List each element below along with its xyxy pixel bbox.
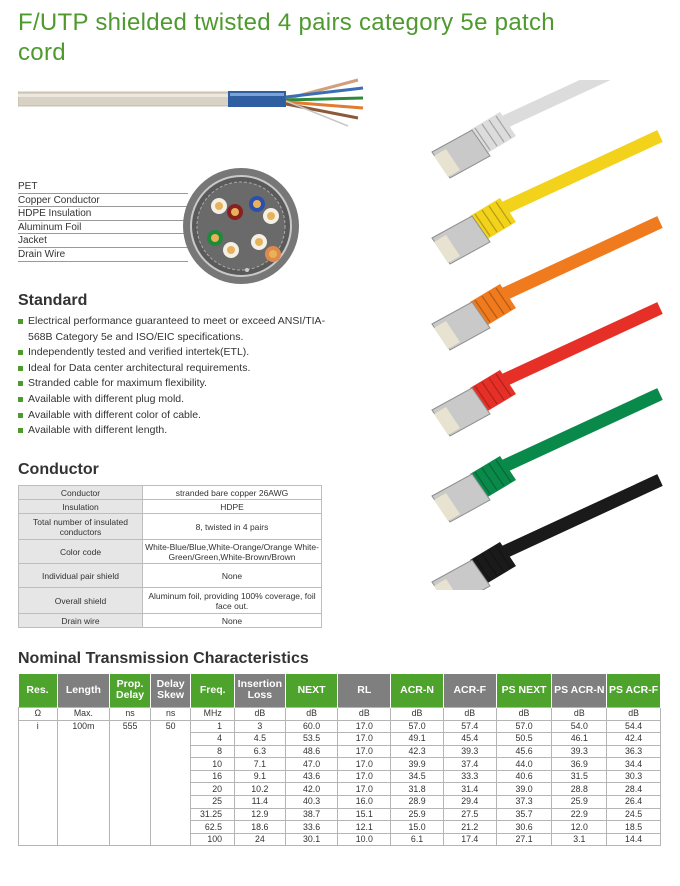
freq-cell: 25 bbox=[191, 796, 235, 809]
conductor-heading: Conductor bbox=[18, 461, 99, 478]
value-cell: 27.1 bbox=[496, 833, 552, 846]
value-cell: 27.5 bbox=[443, 808, 496, 821]
row-value: 8, twisted in 4 pairs bbox=[143, 514, 322, 540]
value-cell: 31.5 bbox=[552, 770, 607, 783]
value-cell: 43.6 bbox=[285, 770, 338, 783]
freq-cell: 4 bbox=[191, 733, 235, 746]
table-header-row bbox=[19, 674, 661, 707]
value-cell: 39.9 bbox=[391, 758, 444, 771]
value-cell: 28.9 bbox=[391, 796, 444, 809]
table-row bbox=[19, 564, 322, 588]
col-header-rl: RL bbox=[338, 674, 391, 707]
unit-cell: dB bbox=[607, 707, 661, 720]
value-cell: 7.1 bbox=[235, 758, 286, 771]
label-copper-conductor: Copper Conductor bbox=[18, 194, 188, 208]
value-cell: 10.2 bbox=[235, 783, 286, 796]
value-cell: 15.0 bbox=[391, 821, 444, 834]
col-header-insertion-loss: Insertion Loss bbox=[235, 674, 286, 707]
row-key: Conductor bbox=[19, 486, 143, 500]
value-cell: 40.6 bbox=[496, 770, 552, 783]
list-item: Available with different length. bbox=[18, 423, 348, 439]
value-cell: 39.0 bbox=[496, 783, 552, 796]
value-cell: 42.3 bbox=[391, 745, 444, 758]
col-header-next: NEXT bbox=[285, 674, 338, 707]
unit-cell: ns bbox=[110, 707, 151, 720]
col-header-res: Res. bbox=[19, 674, 58, 707]
value-cell: 25.9 bbox=[391, 808, 444, 821]
freq-cell: 8 bbox=[191, 745, 235, 758]
col-header-ps-next: PS NEXT bbox=[496, 674, 552, 707]
value-cell: 57.0 bbox=[391, 720, 444, 733]
unit-cell: ns bbox=[150, 707, 191, 720]
row-key: Individual pair shield bbox=[19, 564, 143, 588]
freq-cell: 16 bbox=[191, 770, 235, 783]
value-cell: 54.4 bbox=[607, 720, 661, 733]
res-cell: i bbox=[19, 720, 58, 846]
value-cell: 30.6 bbox=[496, 821, 552, 834]
freq-cell: 10 bbox=[191, 758, 235, 771]
value-cell: 21.2 bbox=[443, 821, 496, 834]
value-cell: 33.6 bbox=[285, 821, 338, 834]
value-cell: 38.7 bbox=[285, 808, 338, 821]
table-row bbox=[19, 720, 661, 733]
value-cell: 48.6 bbox=[285, 745, 338, 758]
freq-cell: 100 bbox=[191, 833, 235, 846]
value-cell: 6.3 bbox=[235, 745, 286, 758]
value-cell: 54.0 bbox=[552, 720, 607, 733]
page-title: F/UTP shielded twisted 4 pairs category 5e patch cord bbox=[18, 9, 555, 66]
cable-cross-section bbox=[175, 166, 305, 286]
row-value: Aluminum foil, providing 100% coverage, foil face out. bbox=[143, 588, 322, 614]
value-cell: 35.7 bbox=[496, 808, 552, 821]
freq-cell: 62.5 bbox=[191, 821, 235, 834]
value-cell: 25.9 bbox=[552, 796, 607, 809]
list-item: Electrical performance guaranteed to meet or exceed ANSI/TIA-568B Category 5e and ISO/EIC specifications. bbox=[18, 314, 348, 345]
list-item: Independently tested and verified intertek(ETL). bbox=[18, 345, 348, 361]
freq-cell: 20 bbox=[191, 783, 235, 796]
unit-cell: dB bbox=[338, 707, 391, 720]
value-cell: 29.4 bbox=[443, 796, 496, 809]
value-cell: 24 bbox=[235, 833, 286, 846]
units-row bbox=[19, 707, 661, 720]
transmission-heading: Nominal Transmission Characteristics bbox=[18, 650, 309, 667]
row-key: Total number of insulated conductors bbox=[19, 514, 143, 540]
cable-illustration bbox=[18, 74, 368, 134]
value-cell: 28.8 bbox=[552, 783, 607, 796]
value-cell: 36.9 bbox=[552, 758, 607, 771]
patch-cord bbox=[432, 80, 660, 178]
cord-cable bbox=[500, 222, 660, 296]
label-aluminum-foil: Aluminum Foil bbox=[18, 221, 188, 235]
value-cell: 49.1 bbox=[391, 733, 444, 746]
cord-cable bbox=[500, 80, 660, 124]
value-cell: 34.5 bbox=[391, 770, 444, 783]
value-cell: 17.0 bbox=[338, 758, 391, 771]
unit-cell: dB bbox=[285, 707, 338, 720]
row-key: Color code bbox=[19, 540, 143, 564]
list-item: Ideal for Data center architectural requirements. bbox=[18, 361, 348, 377]
value-cell: 60.0 bbox=[285, 720, 338, 733]
value-cell: 3.1 bbox=[552, 833, 607, 846]
transmission-table bbox=[18, 674, 661, 846]
cord-cable bbox=[500, 136, 660, 210]
value-cell: 40.3 bbox=[285, 796, 338, 809]
unit-cell: Max. bbox=[57, 707, 110, 720]
value-cell: 15.1 bbox=[338, 808, 391, 821]
value-cell: 6.1 bbox=[391, 833, 444, 846]
row-key: Drain wire bbox=[19, 614, 143, 628]
value-cell: 26.4 bbox=[607, 796, 661, 809]
value-cell: 31.8 bbox=[391, 783, 444, 796]
freq-cell: 31.25 bbox=[191, 808, 235, 821]
value-cell: 9.1 bbox=[235, 770, 286, 783]
table-row bbox=[19, 514, 322, 540]
value-cell: 34.4 bbox=[607, 758, 661, 771]
patch-cords-illustration bbox=[420, 80, 665, 590]
value-cell: 17.0 bbox=[338, 770, 391, 783]
value-cell: 39.3 bbox=[552, 745, 607, 758]
table-row bbox=[19, 614, 322, 628]
unit-cell: MHz bbox=[191, 707, 235, 720]
value-cell: 17.0 bbox=[338, 783, 391, 796]
col-header-delay-skew: Delay Skew bbox=[150, 674, 191, 707]
value-cell: 53.5 bbox=[285, 733, 338, 746]
value-cell: 46.1 bbox=[552, 733, 607, 746]
row-key: Overall shield bbox=[19, 588, 143, 614]
value-cell: 45.6 bbox=[496, 745, 552, 758]
value-cell: 22.9 bbox=[552, 808, 607, 821]
col-header-length: Length bbox=[57, 674, 110, 707]
list-item: Stranded cable for maximum flexibility. bbox=[18, 376, 348, 392]
value-cell: 30.3 bbox=[607, 770, 661, 783]
value-cell: 11.4 bbox=[235, 796, 286, 809]
value-cell: 42.0 bbox=[285, 783, 338, 796]
value-cell: 57.0 bbox=[496, 720, 552, 733]
value-cell: 16.0 bbox=[338, 796, 391, 809]
length-cell: 100m bbox=[57, 720, 110, 846]
cord-cable bbox=[500, 308, 660, 382]
label-drain-wire: Drain Wire bbox=[18, 248, 188, 262]
standard-heading: Standard bbox=[18, 292, 88, 309]
col-header-acr-f: ACR-F bbox=[443, 674, 496, 707]
value-cell: 30.1 bbox=[285, 833, 338, 846]
row-value: White-Blue/Blue,White-Orange/Orange White-Green/Green,White-Brown/Brown bbox=[143, 540, 322, 564]
col-header-freq: Freq. bbox=[191, 674, 235, 707]
label-jacket: Jacket bbox=[18, 234, 188, 248]
unit-cell: dB bbox=[391, 707, 444, 720]
row-value: None bbox=[143, 614, 322, 628]
unit-cell: dB bbox=[443, 707, 496, 720]
col-header-acr-n: ACR-N bbox=[391, 674, 444, 707]
table-row bbox=[19, 500, 322, 514]
unit-cell: dB bbox=[496, 707, 552, 720]
value-cell: 12.1 bbox=[338, 821, 391, 834]
conductor-table bbox=[18, 485, 322, 628]
value-cell: 12.9 bbox=[235, 808, 286, 821]
value-cell: 17.0 bbox=[338, 745, 391, 758]
row-key: Insulation bbox=[19, 500, 143, 514]
value-cell: 18.6 bbox=[235, 821, 286, 834]
value-cell: 42.4 bbox=[607, 733, 661, 746]
row-value: None bbox=[143, 564, 322, 588]
cross-section-labels bbox=[18, 180, 188, 262]
list-item: Available with different color of cable. bbox=[18, 408, 348, 424]
value-cell: 4.5 bbox=[235, 733, 286, 746]
unit-cell: dB bbox=[235, 707, 286, 720]
table-row bbox=[19, 588, 322, 614]
value-cell: 47.0 bbox=[285, 758, 338, 771]
standard-list bbox=[18, 314, 348, 439]
value-cell: 14.4 bbox=[607, 833, 661, 846]
value-cell: 50.5 bbox=[496, 733, 552, 746]
value-cell: 45.4 bbox=[443, 733, 496, 746]
row-value: HDPE bbox=[143, 500, 322, 514]
value-cell: 3 bbox=[235, 720, 286, 733]
value-cell: 10.0 bbox=[338, 833, 391, 846]
list-item: Available with different plug mold. bbox=[18, 392, 348, 408]
value-cell: 57.4 bbox=[443, 720, 496, 733]
value-cell: 17.0 bbox=[338, 720, 391, 733]
unit-cell: Ω bbox=[19, 707, 58, 720]
value-cell: 33.3 bbox=[443, 770, 496, 783]
table-row bbox=[19, 486, 322, 500]
label-pet: PET bbox=[18, 180, 188, 194]
col-header-ps-acr-f: PS ACR-F bbox=[607, 674, 661, 707]
value-cell: 37.3 bbox=[496, 796, 552, 809]
value-cell: 37.4 bbox=[443, 758, 496, 771]
value-cell: 39.3 bbox=[443, 745, 496, 758]
cord-cable bbox=[500, 480, 660, 554]
freq-cell: 1 bbox=[191, 720, 235, 733]
value-cell: 12.0 bbox=[552, 821, 607, 834]
prop-delay-cell: 555 bbox=[110, 720, 151, 846]
col-header-prop-delay: Prop. Delay bbox=[110, 674, 151, 707]
value-cell: 28.4 bbox=[607, 783, 661, 796]
cord-cable bbox=[500, 394, 660, 468]
row-value: stranded bare copper 26AWG bbox=[143, 486, 322, 500]
value-cell: 18.5 bbox=[607, 821, 661, 834]
label-hdpe-insulation: HDPE Insulation bbox=[18, 207, 188, 221]
value-cell: 17.4 bbox=[443, 833, 496, 846]
value-cell: 24.5 bbox=[607, 808, 661, 821]
unit-cell: dB bbox=[552, 707, 607, 720]
table-row bbox=[19, 540, 322, 564]
col-header-ps-acr-n: PS ACR-N bbox=[552, 674, 607, 707]
value-cell: 44.0 bbox=[496, 758, 552, 771]
delay-skew-cell: 50 bbox=[150, 720, 191, 846]
value-cell: 36.3 bbox=[607, 745, 661, 758]
value-cell: 31.4 bbox=[443, 783, 496, 796]
value-cell: 17.0 bbox=[338, 733, 391, 746]
